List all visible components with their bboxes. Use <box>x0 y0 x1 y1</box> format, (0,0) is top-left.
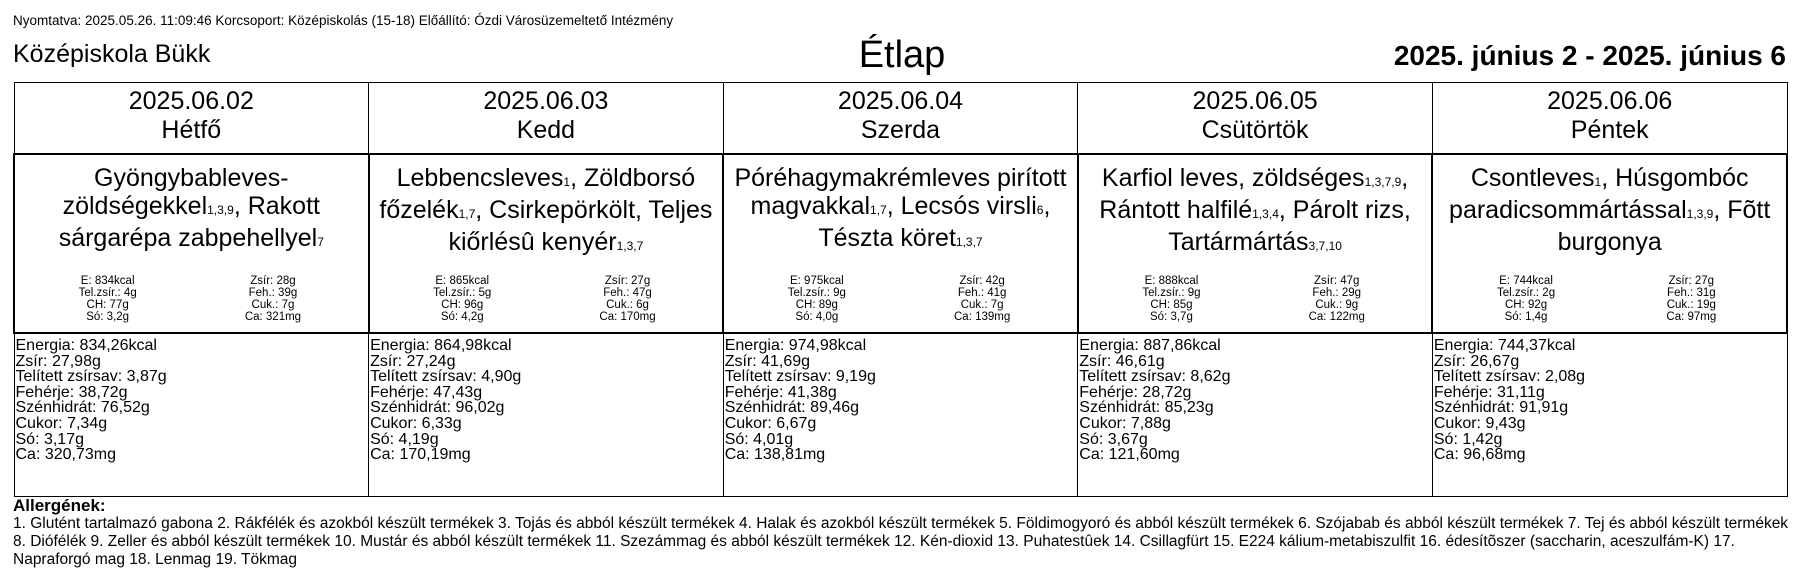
menu-table <box>13 82 1788 497</box>
nutrition-summary <box>1079 275 1432 323</box>
dish-text: , Fõtt burgonya <box>1557 196 1771 256</box>
dish-text: , Tészta köret <box>818 192 1051 252</box>
summary-telzsir: Tel.zsír.: 4g <box>78 287 137 299</box>
allergen-title: Allergének: <box>13 496 106 515</box>
dish-text: , Párolt rizs, Tartármártás <box>1168 196 1411 256</box>
day-weekday: Csütörtök <box>1201 116 1309 144</box>
allergen-codes: 1 <box>563 175 571 189</box>
dish-name <box>15 155 368 275</box>
summary-ca: Ca: 97mg <box>1666 311 1717 323</box>
nutrition-detail-line: Cukor: 6,33g <box>370 414 462 432</box>
nutrition-detail-line: Zsír: 27,98g <box>15 352 101 370</box>
allergen-list: 1. Glutént tartalmazó gabona 2. Rákfélék és azokból készült termékek 3. Tojás és abból készült termékek 4. Halak és azokból készült termékek 5. Földimogyoró és abból készült termékek 6. Szójabab és abból készült termékek 7. Tej és abból készült termékek 8. Diófélék 9. Zeller és abból készült termékek 10. Mustár és abból készült termékek 11. Szezámmag és abból készült termékek 12. Kén-dioxid 13. Puhatestûek 14. Csillagfürt 15. E224 kálium-metabiszulfit 16. édesítõszer (saccharin, aceszulfám-K) 17. Napraforgó mag 18. Lenmag 19. Tökmag <box>13 515 1789 568</box>
print-info: Nyomtatva: 2025.05.26. 11:09:46 Korcsoport: Középiskolás (15-18) Előállító: Ózdi Városüzemeltető Intézmény <box>13 13 674 28</box>
nutrition-detail-row <box>14 333 1787 497</box>
summary-telzsir: Tel.zsír.: 5g <box>433 287 492 299</box>
summary-feh: Feh.: 47g <box>603 287 652 299</box>
nutrition-detail-line: Só: 3,17g <box>15 430 84 448</box>
nutrition-detail-line: Telített zsírsav: 4,90g <box>370 368 522 386</box>
dish-name <box>1079 155 1432 275</box>
allergen-codes: 1,3,9 <box>207 203 234 217</box>
nutrition-detail-line: Fehérje: 28,72g <box>1079 383 1192 401</box>
dish-name <box>1433 155 1786 275</box>
day-header-cell <box>723 83 1078 155</box>
nutrition-detail-line: Cukor: 7,34g <box>15 414 108 432</box>
summary-cuk: Cuk.: 7g <box>251 299 295 311</box>
allergen-codes: 7 <box>317 235 324 249</box>
nutrition-detail-line: Szénhidrát: 85,23g <box>1079 399 1214 417</box>
nutrition-detail-cell <box>369 333 724 497</box>
allergen-codes: 1,3,7,9 <box>1364 175 1402 189</box>
summary-ch: CH: 96g <box>441 299 484 311</box>
dish-cell <box>723 154 1078 333</box>
nutrition-summary <box>370 275 723 323</box>
allergen-codes: 1,3,7 <box>616 239 644 253</box>
summary-cuk: Cuk.: 7g <box>960 299 1004 311</box>
nutrition-detail-line: Szénhidrát: 96,02g <box>370 399 505 417</box>
nutrition-detail-line: Energia: 974,98kcal <box>724 337 867 354</box>
dish-text: , Húsgombóc paradicsommártással <box>1449 164 1749 224</box>
summary-zsir: Zsír: 27g <box>1668 275 1715 287</box>
dish-name <box>724 155 1077 275</box>
dish-name <box>370 155 723 275</box>
nutrition-detail-line: Cukor: 6,67g <box>724 414 817 432</box>
dish-text: , Rántott halfilé <box>1099 164 1409 224</box>
summary-ca: Ca: 321mg <box>244 311 302 323</box>
nutrition-detail-line: Energia: 864,98kcal <box>370 337 512 354</box>
day-header-cell <box>1432 83 1787 155</box>
summary-zsir: Zsír: 27g <box>604 275 651 287</box>
nutrition-detail-line: Ca: 121,60mg <box>1079 446 1180 464</box>
summary-zsir: Zsír: 28g <box>250 275 296 287</box>
allergen-codes: 1,3,7 <box>955 235 983 249</box>
nutrition-detail-line: Telített zsírsav: 2,08g <box>1433 368 1586 386</box>
summary-feh: Feh.: 41g <box>957 287 1007 299</box>
summary-telzsir: Tel.zsír.: 9g <box>1142 287 1201 299</box>
nutrition-detail-line: Szénhidrát: 89,46g <box>724 399 860 417</box>
nutrition-detail-cell <box>723 333 1078 497</box>
nutrition-detail-line: Ca: 96,68mg <box>1433 446 1526 464</box>
summary-ch: CH: 77g <box>86 299 129 311</box>
allergen-section <box>13 497 1791 569</box>
summary-e: E: 834kcal <box>80 275 135 287</box>
allergen-codes: 1 <box>1594 175 1602 189</box>
summary-so: Só: 4,2g <box>440 311 484 323</box>
nutrition-detail-line: Cukor: 7,88g <box>1079 414 1171 432</box>
summary-feh: Feh.: 29g <box>1312 287 1362 299</box>
summary-ch: CH: 92g <box>1504 299 1548 311</box>
nutrition-detail-line: Só: 3,67g <box>1079 430 1148 448</box>
nutrition-detail-line: Ca: 170,19mg <box>370 446 471 464</box>
nutrition-detail-line: Zsír: 41,69g <box>724 352 811 370</box>
nutrition-detail-cell <box>1432 333 1787 497</box>
nutrition-detail-line: Energia: 887,86kcal <box>1079 337 1221 354</box>
nutrition-detail-line: Fehérje: 31,11g <box>1433 383 1545 401</box>
nutrition-summary <box>15 275 368 323</box>
day-weekday: Szerda <box>860 116 941 144</box>
nutrition-detail-line: Cukor: 9,43g <box>1433 414 1526 432</box>
dish-text: Póréhagymakrémleves pirított magvakkal <box>734 164 1067 220</box>
day-weekday: Péntek <box>1570 116 1649 144</box>
nutrition-detail-line: Fehérje: 47,43g <box>370 383 483 401</box>
summary-ca: Ca: 170mg <box>599 311 656 323</box>
allergen-codes: 1,7 <box>458 207 476 221</box>
dish-text: Csontleves <box>1470 164 1595 192</box>
summary-telzsir: Tel.zsír.: 9g <box>787 287 846 299</box>
nutrition-detail-line: Só: 4,19g <box>370 430 439 448</box>
allergen-codes: 3,7,10 <box>1308 239 1342 253</box>
summary-zsir: Zsír: 47g <box>1314 275 1360 287</box>
nutrition-detail-line: Ca: 320,73mg <box>15 446 117 464</box>
dish-cell <box>14 154 369 333</box>
nutrition-detail-cell <box>1078 333 1433 497</box>
nutrition-detail-line: Energia: 834,26kcal <box>15 337 157 354</box>
allergen-codes: 1,7 <box>870 203 887 217</box>
day-date: 2025.06.05 <box>1192 87 1318 115</box>
dish-text: , Rakott sárgarépa zabpehellyel <box>58 192 320 252</box>
summary-feh: Feh.: 39g <box>248 287 298 299</box>
summary-e: E: 975kcal <box>789 275 844 287</box>
day-header-cell <box>14 83 369 155</box>
nutrition-detail-line: Fehérje: 41,38g <box>724 383 837 401</box>
summary-zsir: Zsír: 42g <box>959 275 1005 287</box>
summary-ca: Ca: 122mg <box>1308 311 1365 323</box>
dish-cell <box>1078 154 1433 333</box>
dish-text: , Lecsós virsli <box>886 192 1037 220</box>
dish-text: Lebbencsleves <box>396 164 564 192</box>
nutrition-detail-cell <box>14 333 369 497</box>
day-date: 2025.06.03 <box>483 87 609 115</box>
nutrition-detail-line: Zsír: 27,24g <box>370 352 456 370</box>
nutrition-detail-line: Só: 4,01g <box>724 430 794 448</box>
day-weekday: Kedd <box>516 116 576 144</box>
summary-e: E: 744kcal <box>1499 275 1553 287</box>
date-range: 2025. június 2 - 2025. június 6 <box>1393 40 1786 71</box>
nutrition-detail-line: Szénhidrát: 76,52g <box>15 399 150 417</box>
summary-ca: Ca: 139mg <box>954 311 1011 323</box>
summary-telzsir: Tel.zsír.: 2g <box>1496 287 1556 299</box>
summary-so: Só: 3,7g <box>1150 311 1193 323</box>
summary-e: E: 888kcal <box>1144 275 1199 287</box>
nutrition-detail-line: Ca: 138,81mg <box>724 446 826 464</box>
summary-e: E: 865kcal <box>435 275 490 287</box>
summary-so: Só: 4,0g <box>795 311 839 323</box>
summary-so: Só: 1,4g <box>1504 311 1548 323</box>
school-name: Középiskola Bükk <box>13 40 211 68</box>
dish-cell <box>369 154 724 333</box>
summary-cuk: Cuk.: 19g <box>1666 299 1716 311</box>
day-date: 2025.06.02 <box>128 87 254 115</box>
summary-so: Só: 3,2g <box>86 311 130 323</box>
summary-cuk: Cuk.: 9g <box>1315 299 1359 311</box>
day-header-cell <box>1078 83 1433 155</box>
dish-cell <box>1432 154 1787 333</box>
summary-ch: CH: 89g <box>795 299 838 311</box>
day-header-row <box>14 83 1787 155</box>
day-date: 2025.06.06 <box>1547 87 1673 115</box>
summary-feh: Feh.: 31g <box>1667 287 1716 299</box>
nutrition-detail-line: Zsír: 26,67g <box>1433 352 1520 370</box>
nutrition-detail-line: Zsír: 46,61g <box>1079 352 1165 370</box>
nutrition-detail-line: Telített zsírsav: 9,19g <box>724 368 876 386</box>
allergen-codes: 6 <box>1036 203 1044 217</box>
nutrition-detail-line: Energia: 744,37kcal <box>1433 337 1576 354</box>
dish-row <box>14 154 1787 333</box>
day-header-cell <box>369 83 724 155</box>
nutrition-detail-line: Szénhidrát: 91,91g <box>1433 399 1569 417</box>
summary-cuk: Cuk.: 6g <box>606 299 649 311</box>
nutrition-summary <box>1433 275 1786 323</box>
nutrition-detail-line: Só: 1,42g <box>1433 430 1503 448</box>
allergen-codes: 1,3,4 <box>1252 207 1279 221</box>
dish-text: , Zöldborsó főzelék <box>379 164 696 224</box>
page-title: Étlap <box>858 34 946 76</box>
dish-text: , Csirkepörkölt, Teljes kiőrlésû kenyér <box>448 196 713 256</box>
dish-text: Karfiol leves, zöldséges <box>1101 164 1365 192</box>
nutrition-summary <box>724 275 1077 323</box>
day-date: 2025.06.04 <box>837 87 964 115</box>
dish-text: Gyöngybableves-zöldségekkel <box>62 164 289 220</box>
day-weekday: Hétfő <box>161 116 222 144</box>
summary-ch: CH: 85g <box>1150 299 1193 311</box>
nutrition-detail-line: Fehérje: 38,72g <box>15 383 128 401</box>
allergen-codes: 1,3,9 <box>1686 207 1714 221</box>
nutrition-detail-line: Telített zsírsav: 8,62g <box>1079 368 1231 386</box>
nutrition-detail-line: Telített zsírsav: 3,87g <box>15 368 167 386</box>
